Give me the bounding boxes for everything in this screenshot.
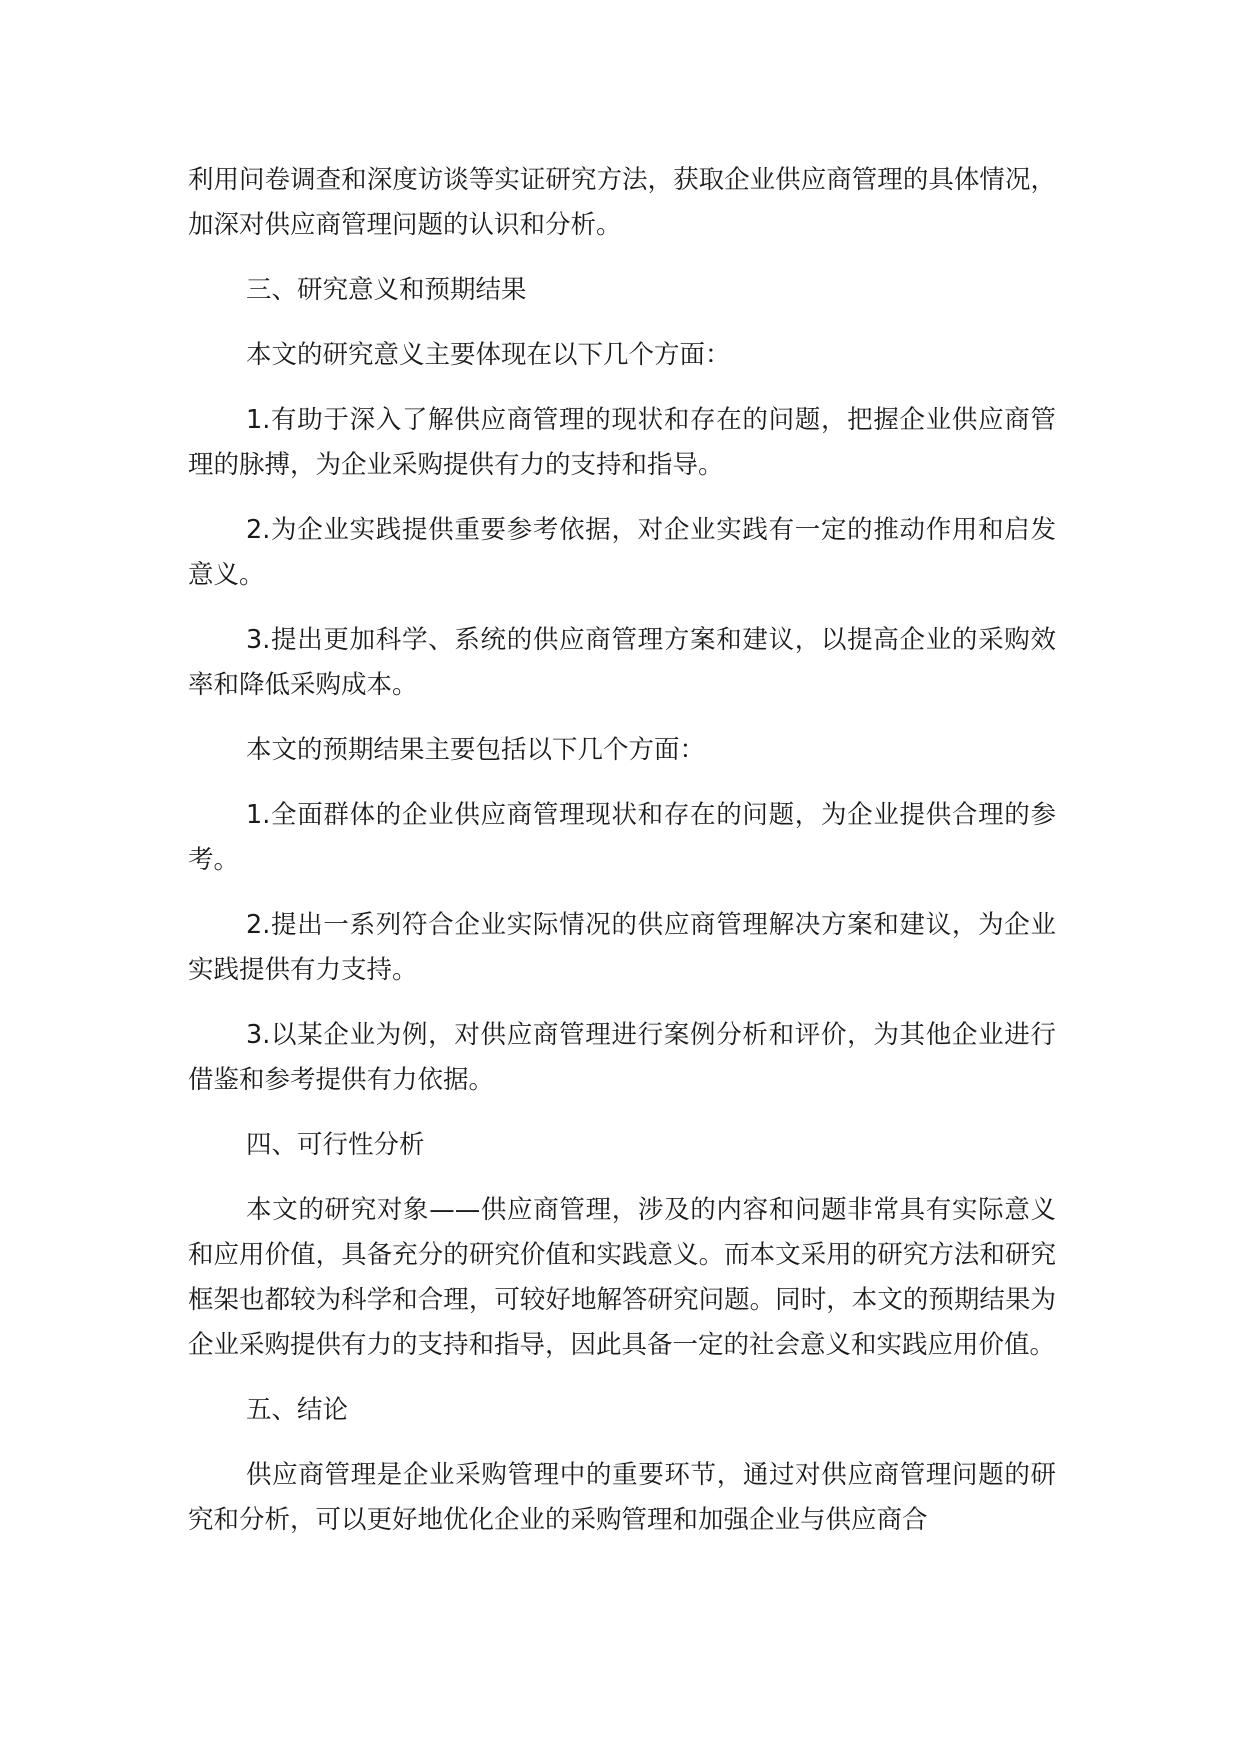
paragraph-significance-intro: 本文的研究意义主要体现在以下几个方面： xyxy=(246,340,731,370)
list-item-significance-3: 3.提出更加科学、系统的供应商管理方案和建议，以提高企业的采购效率和降低采购成本。 xyxy=(188,625,1056,700)
paragraph-conclusion: 供应商管理是企业采购管理中的重要环节，通过对供应商管理问题的研究和分析，可以更好地优化企业的采购管理和加强企业与供应商合 xyxy=(188,1460,1056,1535)
section-heading-5: 五、结论 xyxy=(246,1395,349,1425)
list-item-significance-2: 2.为企业实践提供重要参考依据，对企业实践有一定的推动作用和启发意义。 xyxy=(188,515,1056,590)
document-page xyxy=(188,158,1056,1563)
list-item-significance-1: 1.有助于深入了解供应商管理的现状和存在的问题，把握企业供应商管理的脉搏，为企业采购提供有力的支持和指导。 xyxy=(188,405,1056,480)
paragraph-intro-continuation: 利用问卷调查和深度访谈等实证研究方法，获取企业供应商管理的具体情况，加深对供应商管理问题的认识和分析。 xyxy=(188,165,1056,240)
section-heading-4: 四、可行性分析 xyxy=(246,1130,425,1160)
list-item-results-1: 1.全面群体的企业供应商管理现状和存在的问题，为企业提供合理的参考。 xyxy=(188,800,1056,875)
list-item-results-3: 3.以某企业为例，对供应商管理进行案例分析和评价，为其他企业进行借鉴和参考提供有力依据。 xyxy=(188,1020,1056,1095)
paragraph-results-intro: 本文的预期结果主要包括以下几个方面： xyxy=(246,735,706,765)
paragraph-feasibility: 本文的研究对象——供应商管理，涉及的内容和问题非常具有实际意义和应用价值，具备充分的研究价值和实践意义。而本文采用的研究方法和研究框架也都较为科学和合理，可较好地解答研究问题。同时，本文的预期结果为企业采购提供有力的支持和指导，因此具备一定的社会意义和实践应用价值。 xyxy=(188,1195,1056,1360)
section-heading-3: 三、研究意义和预期结果 xyxy=(246,275,527,305)
list-item-results-2: 2.提出一系列符合企业实际情况的供应商管理解决方案和建议，为企业实践提供有力支持。 xyxy=(188,910,1056,985)
